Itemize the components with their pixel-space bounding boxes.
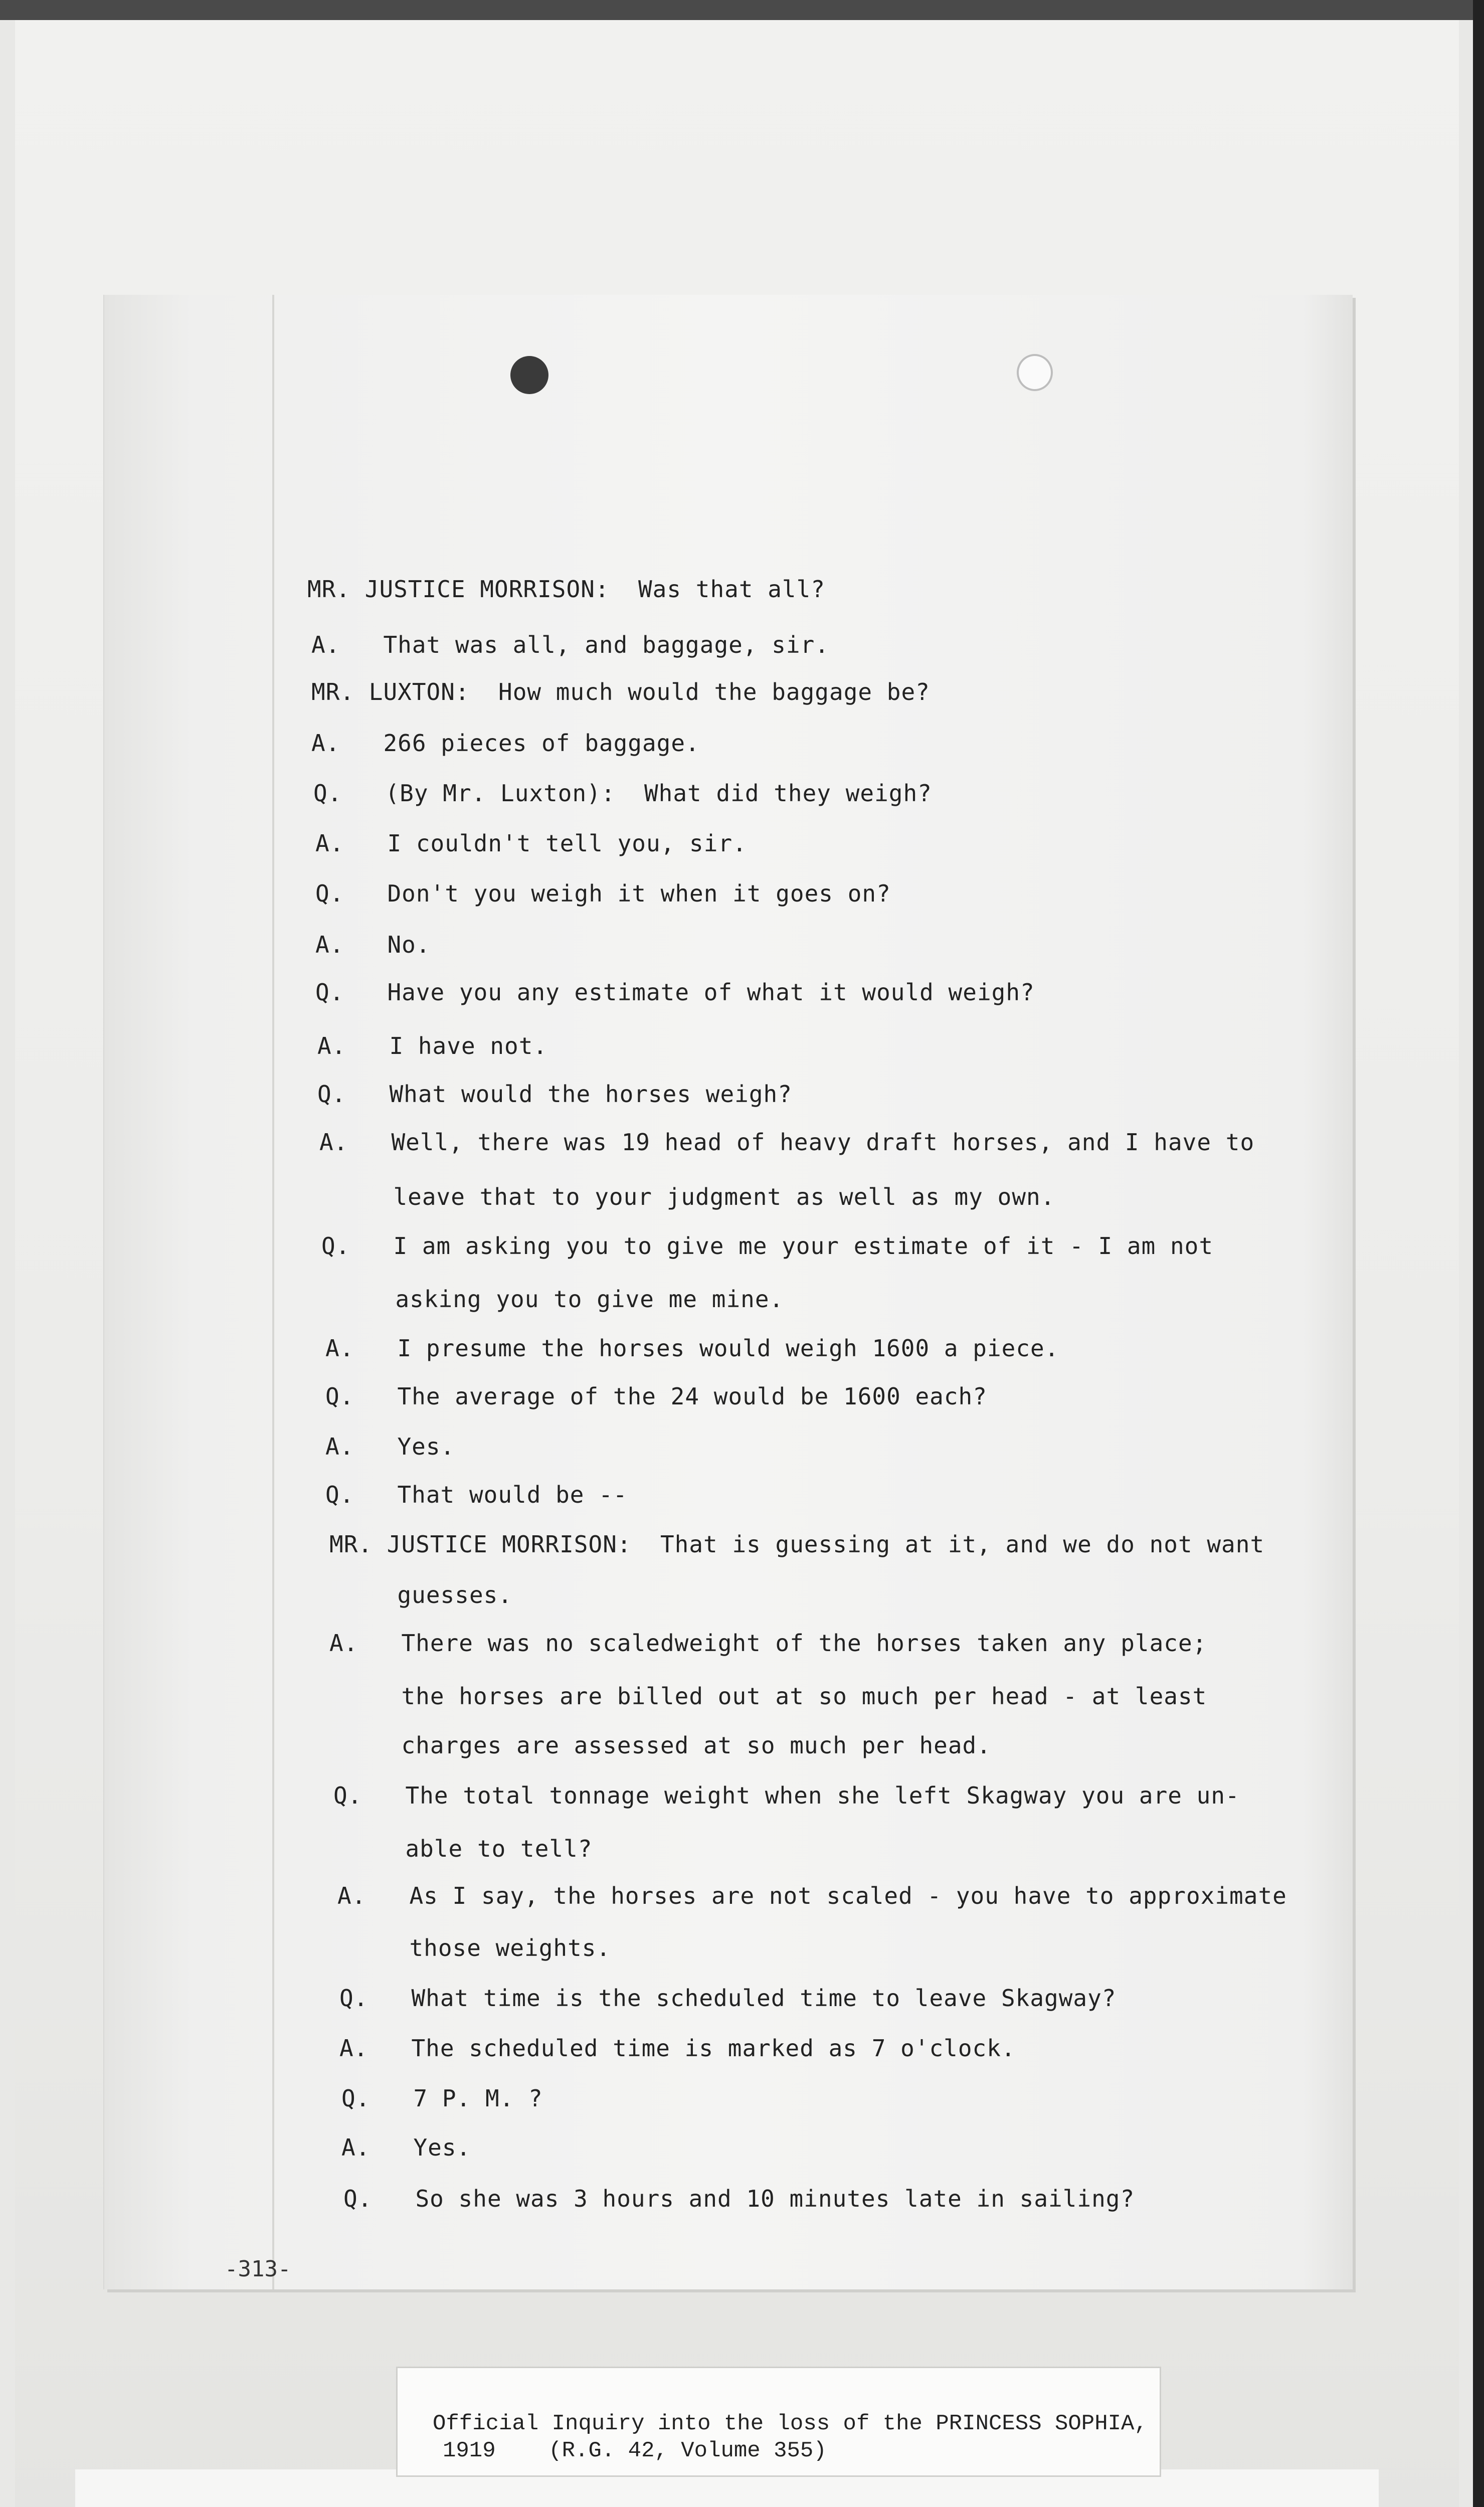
transcript-line: A. As I say, the horses are not scaled - you have to approximate: [337, 1882, 1287, 1909]
transcript-line: A. I have not.: [317, 1032, 548, 1059]
transcript-page: [104, 295, 1353, 2289]
transcript-line: leave that to your judgment as well as my own.: [321, 1183, 1055, 1210]
transcript-line: A. Yes.: [325, 1433, 455, 1460]
transcript-line: those weights.: [337, 1934, 611, 1961]
transcript-line: A. No.: [315, 931, 431, 958]
transcript-line: A. That was all, and baggage, sir.: [311, 631, 829, 658]
caption-title: Official Inquiry into the loss of the PRINCESS SOPHIA,: [433, 2411, 1148, 2436]
transcript-line: A. 266 pieces of baggage.: [311, 730, 700, 757]
transcript-line: the horses are billed out at so much per head - at least: [329, 1683, 1207, 1710]
transcript-line: Q. The total tonnage weight when she left Skagway you are un-: [333, 1782, 1240, 1809]
transcript-line: Q. What time is the scheduled time to leave Skagway?: [339, 1985, 1117, 2012]
caption-reference: 1919 (R.G. 42, Volume 355): [443, 2438, 827, 2463]
transcript-line: Q. So she was 3 hours and 10 minutes late in sailing?: [343, 2185, 1135, 2212]
transcript-line: A. The scheduled time is marked as 7 o'clock.: [339, 2035, 1016, 2062]
transcript-line: guesses.: [325, 1581, 513, 1608]
transcript-line: MR. JUSTICE MORRISON: That is guessing at it, and we do not want: [329, 1531, 1265, 1558]
transcript-line: able to tell?: [333, 1835, 593, 1862]
transcript-line: A. Yes.: [341, 2134, 471, 2161]
scan-top-border: [0, 0, 1484, 20]
transcript-line: Q. I am asking you to give me your estimate of it - I am not: [321, 1232, 1214, 1260]
transcript-line: MR. LUXTON: How much would the baggage be?: [311, 678, 930, 705]
page-number: -313-: [225, 2256, 291, 2282]
transcript-line: MR. JUSTICE MORRISON: Was that all?: [307, 576, 825, 603]
transcript-line: Q. (By Mr. Luxton): What did they weigh?: [313, 780, 932, 807]
transcript-line: asking you to give me mine.: [323, 1286, 784, 1313]
transcript-line: A. Well, there was 19 head of heavy draft horses, and I have to: [319, 1129, 1255, 1156]
caption-label: [396, 2367, 1161, 2477]
transcript-line: Q. 7 P. M. ?: [341, 2085, 543, 2112]
archival-mount-board: [15, 20, 1459, 2507]
transcript-line: Q. What would the horses weigh?: [317, 1081, 792, 1108]
transcript-body: [104, 295, 1353, 2289]
scan-right-border: [1473, 0, 1484, 2507]
transcript-line: Q. Have you any estimate of what it would weigh?: [315, 979, 1035, 1006]
transcript-line: Q. The average of the 24 would be 1600 each?: [325, 1383, 987, 1410]
transcript-line: charges are assessed at so much per head.: [329, 1732, 991, 1759]
transcript-line: Q. That would be --: [325, 1481, 628, 1508]
transcript-line: A. There was no scaledweight of the horses taken any place;: [329, 1630, 1207, 1657]
transcript-line: A. I couldn't tell you, sir.: [315, 830, 747, 857]
transcript-line: A. I presume the horses would weigh 1600 a piece.: [325, 1335, 1059, 1362]
transcript-line: Q. Don't you weigh it when it goes on?: [315, 880, 891, 907]
